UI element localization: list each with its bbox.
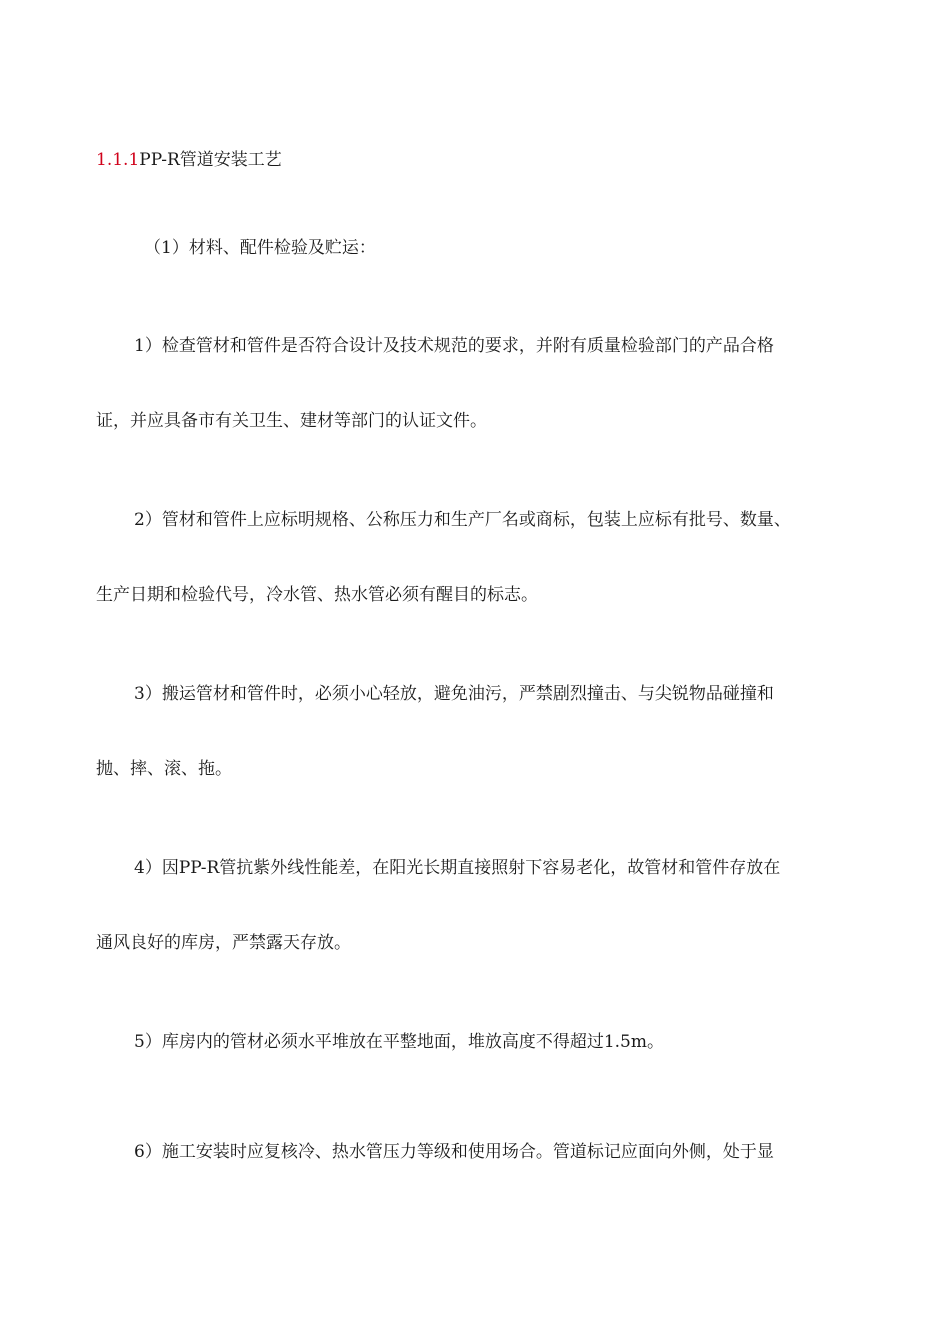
subsection-title: （1）材料、配件检验及贮运： — [144, 238, 376, 258]
paragraph-6-line-1: 6）施工安装时应复核冷、热水管压力等级和使用场合。管道标记应面向外侧，处于显 — [134, 1142, 774, 1162]
section-heading — [96, 149, 282, 171]
paragraph-3-line-2: 抛、摔、滚、拖。 — [96, 759, 232, 779]
paragraph-3-line-1: 3）搬运管材和管件时，必须小心轻放，避免油污，严禁剧烈撞击、与尖锐物品碰撞和 — [134, 684, 774, 704]
paragraph-5-line-1: 5）库房内的管材必须水平堆放在平整地面，堆放高度不得超过1.5m。 — [134, 1032, 664, 1052]
paragraph-1-line-2: 证，并应具备市有关卫生、建材等部门的认证文件。 — [96, 411, 487, 431]
paragraph-1-line-1: 1）检查管材和管件是否符合设计及技术规范的要求，并附有质量检验部门的产品合格 — [134, 336, 774, 356]
paragraph-2-line-2: 生产日期和检验代号，冷水管、热水管必须有醒目的标志。 — [96, 585, 538, 605]
heading-title: PP-R管道安装工艺 — [139, 150, 282, 170]
paragraph-4-line-1: 4）因PP-R管抗紫外线性能差，在阳光长期直接照射下容易老化，故管材和管件存放在 — [134, 858, 781, 878]
paragraph-2-line-1: 2）管材和管件上应标明规格、公称压力和生产厂名或商标，包装上应标有批号、数量、 — [134, 510, 791, 530]
heading-number: 1.1.1 — [96, 150, 140, 170]
paragraph-4-line-2: 通风良好的库房，严禁露天存放。 — [96, 933, 351, 953]
